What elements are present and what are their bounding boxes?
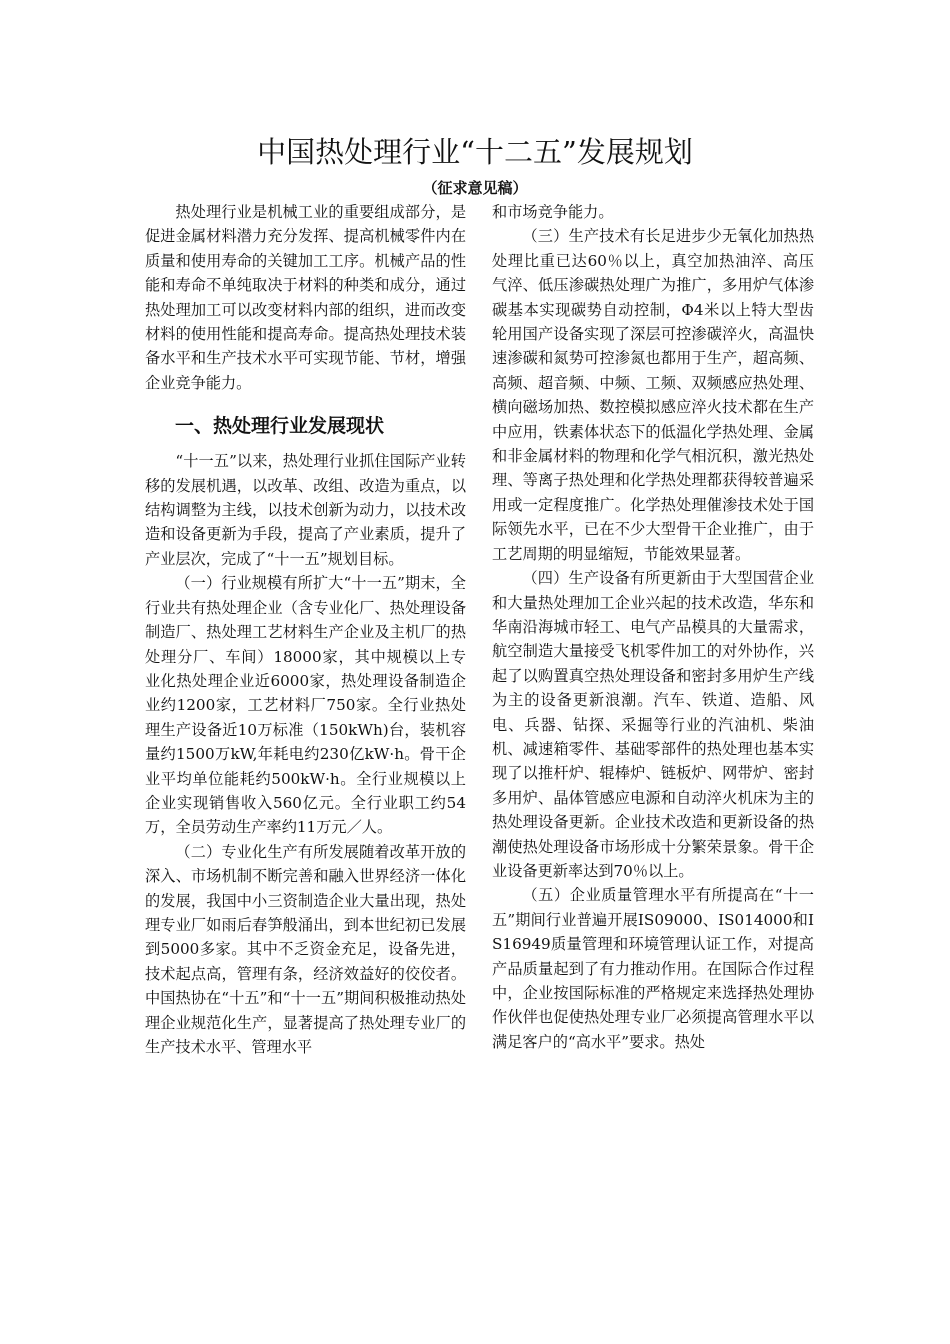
status-paragraph: “十一五”以来，热处理行业抓住国际产业转移的发展机遇，以改革、改组、改造为重点，以结构调整为主线，以技术创新为动力，以技术改造和设备更新为手段，提高了产业素质，提升了产业层次，完成了“十一五”规划目标。 [145, 452, 466, 568]
right-column [492, 200, 814, 1054]
document-subtitle: （征求意见稿） [422, 179, 528, 197]
continued-paragraph: 和市场竞争能力。 [492, 203, 614, 221]
quality-paragraph: （五）企业质量管理水平有所提高在“十一五”期间行业普遍开展IS09000、IS014000和IS16949质量管理和环境管理认证工作，对提高产品质量起到了有力推动作用。在国际合作过程中，企业按国际标准的严格规定来选择热处理协作伙伴也促使热处理专业厂必须提高管理水平以满足客户的“高水平”要求。热处 [492, 886, 814, 1051]
section-heading: 一、热处理行业发展现状 [175, 415, 385, 438]
scale-paragraph: （一）行业规模有所扩大“十一五”期末，全行业共有热处理企业（含专业化厂、热处理设备制造厂、热处理工艺材料生产企业及主机厂的热处理分厂、车间）18000家，其中规模以上专业化热处理企业近6000家，热处理设备制造企业约1200家，工艺材料厂750家。全行业热处理生产设备近10万标准（150kWh)台，装机容量约1500万kW,年耗电约230亿kW·h。骨干企业平均单位能耗约500kW·h。全行业规模以上企业实现销售收入560亿元。全行业职工约54万，全员劳动生产率约11万元／人。 [145, 574, 466, 837]
document-title: 中国热处理行业“十二五”发展规划 [257, 135, 693, 169]
intro-paragraph: 热处理行业是机械工业的重要组成部分，是促进金属材料潜力充分发挥、提高机械零件内在质量和使用寿命的关键加工工序。机械产品的性能和寿命不单纯取决于材料的种类和成分，通过热处理加工可以改变材料内部的组织，进而改变材料的使用性能和提高寿命。提高热处理技术装备水平和生产技术水平可实现节能、节材，增强企业竞争能力。 [145, 203, 466, 392]
technology-paragraph: （三）生产技术有长足进步少无氧化加热热处理比重已达60％以上，真空加热油淬、高压气淬、低压渗碳热处理广为推广，多用炉气体渗碳基本实现碳势自动控制，Φ4米以上特大型齿轮用国产设备实现了深层可控渗碳淬火，高温快速渗碳和氮势可控渗氮也都用于生产，超高频、高频、超音频、中频、工频、双频感应热处理、横向磁场加热、数控模拟感应淬火技术都在生产中应用，铁素体状态下的低温化学热处理、金属和非金属材料的物理和化学气相沉积，激光热处理、等离子热处理和化学热处理都获得较普遍采用或一定程度推广。化学热处理催渗技术处于国际领先水平，已在不少大型骨干企业推广，由于工艺周期的明显缩短，节能效果显著。 [492, 227, 814, 563]
left-column [145, 200, 466, 1059]
specialization-paragraph: （二）专业化生产有所发展随着改革开放的深入、市场机制不断完善和融入世界经济一体化的发展，我国中小三资制造企业大量出现，热处理专业厂如雨后春笋般涌出，到本世纪初已发展到5000多家。其中不乏资金充足，设备先进，技术起点高，管理有条，经济效益好的佼佼者。中国热协在“十五”和“十一五”期间积极推动热处理企业规范化生产，显著提高了热处理专业厂的生产技术水平、管理水平 [145, 842, 466, 1056]
equipment-paragraph: （四）生产设备有所更新由于大型国营企业和大量热处理加工企业兴起的技术改造，华东和华南沿海城市轻工、电气产品模具的大量需求，航空制造大量接受飞机零件加工的对外协作，兴起了以购置真空热处理设备和密封多用炉生产线为主的设备更新浪潮。汽车、铁道、造船、风电、兵器、钻探、采掘等行业的汽油机、柴油机、减速箱零件、基础零部件的热处理也基本实现了以推杆炉、辊棒炉、链板炉、网带炉、密封多用炉、晶体管感应电源和自动淬火机床为主的热处理设备更新。企业技术改造和更新设备的热潮使热处理设备市场形成十分繁荣景象。骨干企业设备更新率达到70％以上。 [492, 569, 814, 880]
